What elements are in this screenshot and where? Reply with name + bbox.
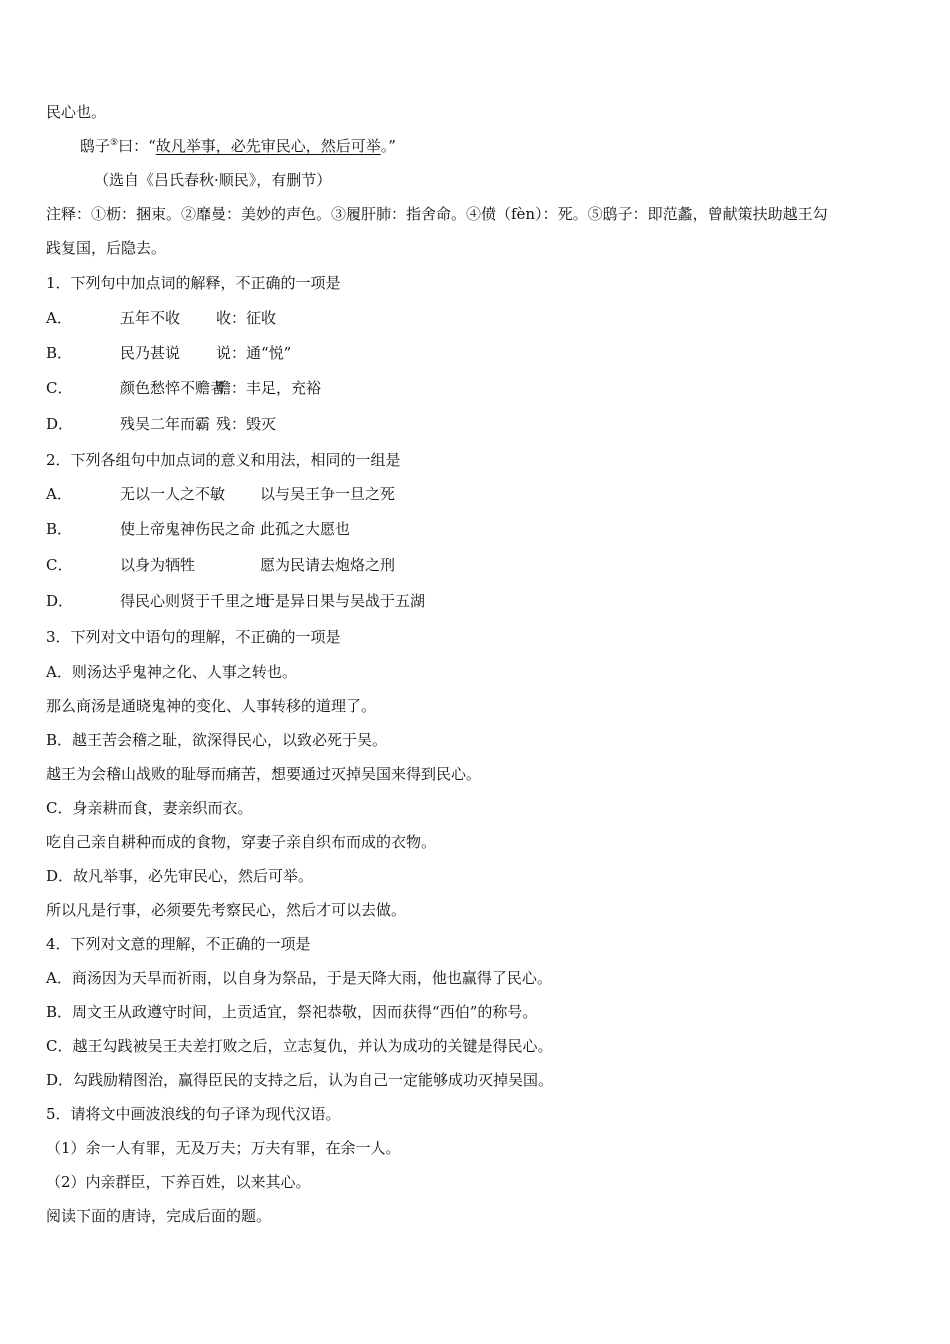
option-compare: 于是异日果与吴战于五湖: [260, 592, 426, 610]
option-text: 五年不收: [120, 309, 181, 327]
q5-sentence-2: （2）内亲群臣，下养百姓，以来其心。: [46, 1173, 311, 1191]
q4-option-d: D．勾践励精图治，赢得臣民的支持之后，认为自己一定能够成功灭掉吴国。: [46, 1071, 554, 1089]
q2-stem: 2．下列各组句中加点词的意义和用法，相同的一组是: [46, 451, 401, 469]
option-text: 民乃甚说: [120, 344, 181, 362]
option-text: 颜色愁悴不赡者: [120, 379, 226, 397]
q4-option-b: B．周文王从政遵守时间，上贡适宜，祭祀恭敬，因而获得“西伯”的称号。: [46, 1003, 538, 1021]
quote-underlined-text: 故凡举事，必先审民心，然后可举: [155, 137, 381, 155]
option-text: 得民心则贤于千里之地: [120, 592, 271, 610]
option-label: B．: [46, 344, 73, 362]
q3-stem: 3．下列对文中语句的理解，不正确的一项是: [46, 628, 341, 646]
q1-option-c: [46, 378, 546, 398]
option-label: D．: [46, 415, 74, 433]
notes-line-2: 践复国，后隐去。: [46, 239, 167, 257]
quote-close: 。”: [380, 137, 396, 155]
passage-line-end: 民心也。: [46, 103, 107, 121]
q4-option-c: C．越王勾践被吴王夫差打败之后，立志复仇，并认为成功的关键是得民心。: [46, 1037, 553, 1055]
q3-option-d: D．故凡举事，必先审民心，然后可举。: [46, 867, 314, 885]
option-text: 无以一人之不敏: [120, 485, 226, 503]
q5-stem: 5．请将文中画波浪线的句子译为现代汉语。: [46, 1105, 341, 1123]
q3-option-b-translation: 越王为会稽山战败的耻辱而痛苦，想要通过灭掉吴国来得到民心。: [46, 765, 482, 783]
note-mark: ⑤: [110, 138, 119, 148]
option-compare: 此孤之大愿也: [260, 520, 351, 538]
q4-option-a: A．商汤因为天旱而祈雨，以自身为祭品，于是天降大雨，他也赢得了民心。: [46, 969, 552, 987]
option-compare: 愿为民请去炮烙之刑: [260, 556, 396, 574]
option-compare: 以与吴王争一旦之死: [260, 485, 396, 503]
option-gloss: 收：征收: [216, 309, 277, 327]
next-section-instruction: 阅读下面的唐诗，完成后面的题。: [46, 1207, 272, 1225]
q3-option-b: B．越王苦会稽之耻，欲深得民心，以致必死于吴。: [46, 731, 388, 749]
option-label: C．: [46, 556, 73, 574]
q1-option-d: [46, 414, 546, 434]
quote-open: “: [148, 137, 156, 155]
option-gloss: 说：通“悦”: [216, 344, 292, 362]
option-gloss: 残：毁灭: [216, 415, 277, 433]
q3-option-a: A．则汤达乎鬼神之化、人事之转也。: [46, 663, 297, 681]
quote-say: 曰：: [118, 137, 149, 155]
q3-option-c: C．身亲耕而食，妻亲织而衣。: [46, 799, 253, 817]
q2-option-c: [46, 555, 646, 575]
quote-speaker: 鸱子: [80, 137, 111, 155]
q3-option-d-translation: 所以凡是行事，必须要先考察民心，然后才可以去做。: [46, 901, 407, 919]
option-label: D．: [46, 592, 74, 610]
option-label: B．: [46, 520, 73, 538]
q2-option-d: [46, 591, 646, 611]
option-text: 使上帝鬼神伤民之命: [120, 520, 256, 538]
option-label: A．: [46, 309, 72, 327]
notes-line-1: 注释：①枥：捆束。②靡曼：美妙的声色。③履肝肺：指舍命。④偾（fèn）：死。⑤鸱子：即范蠡，曾献策扶助越王勾: [46, 205, 828, 223]
q5-sentence-1: （1）余一人有罪，无及万夫；万夫有罪，在余一人。: [46, 1139, 401, 1157]
q2-option-a: [46, 484, 646, 504]
option-text: 残吴二年而霸: [120, 415, 211, 433]
q1-stem: 1．下列句中加点词的解释，不正确的一项是: [46, 274, 341, 292]
option-text: 以身为牺牲: [120, 556, 196, 574]
q4-stem: 4．下列对文意的理解，不正确的一项是: [46, 935, 311, 953]
passage-quote: [80, 136, 396, 156]
option-gloss: 赡：丰足，充裕: [216, 379, 322, 397]
q1-option-a: [46, 308, 546, 328]
q3-option-c-translation: 吃自己亲自耕种而成的食物，穿妻子亲自织布而成的衣物。: [46, 833, 437, 851]
passage-source: （选自《吕氏春秋·顺民》，有删节）: [94, 171, 332, 189]
option-label: C．: [46, 379, 73, 397]
q1-option-b: [46, 343, 546, 363]
q3-option-a-translation: 那么商汤是通晓鬼神的变化、人事转移的道理了。: [46, 697, 377, 715]
q2-option-b: [46, 519, 646, 539]
option-label: A．: [46, 485, 72, 503]
